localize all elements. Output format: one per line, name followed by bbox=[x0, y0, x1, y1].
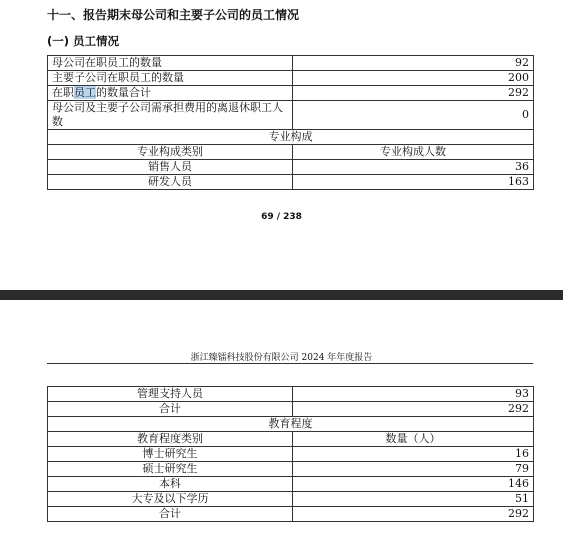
row-value: 51 bbox=[293, 492, 534, 507]
row-label: 主要子公司在职员工的数量 bbox=[48, 71, 293, 86]
table-row bbox=[48, 387, 534, 402]
table-row bbox=[48, 402, 534, 417]
report-header: 浙江臻镭科技股份有限公司 2024 年年度报告 bbox=[190, 353, 373, 363]
education-title: 教育程度 bbox=[48, 417, 534, 432]
row-value: 163 bbox=[293, 175, 534, 190]
table-row bbox=[48, 447, 534, 462]
row-label: 合计 bbox=[48, 507, 293, 522]
row-label: 母公司在职员工的数量 bbox=[48, 56, 293, 71]
composition-title: 专业构成 bbox=[48, 130, 534, 145]
row-value: 92 bbox=[293, 56, 534, 71]
row-label: 合计 bbox=[48, 402, 293, 417]
table-row bbox=[48, 462, 534, 477]
table-row bbox=[48, 477, 534, 492]
column-header: 专业构成类别 bbox=[48, 145, 293, 160]
row-value: 0 bbox=[293, 101, 534, 130]
row-label: 本科 bbox=[48, 477, 293, 492]
row-label: 研发人员 bbox=[48, 175, 293, 190]
row-label: 销售人员 bbox=[48, 160, 293, 175]
header-rule bbox=[47, 363, 533, 364]
table-row bbox=[48, 56, 534, 71]
row-label bbox=[48, 86, 293, 101]
table-row bbox=[48, 492, 534, 507]
column-header: 教育程度类别 bbox=[48, 432, 293, 447]
table-row bbox=[48, 71, 534, 86]
row-value: 36 bbox=[293, 160, 534, 175]
row-value: 292 bbox=[293, 86, 534, 101]
table-row bbox=[48, 86, 534, 101]
row-label: 博士研究生 bbox=[48, 447, 293, 462]
row-value: 292 bbox=[293, 402, 534, 417]
row-value: 292 bbox=[293, 507, 534, 522]
table-row bbox=[48, 160, 534, 175]
row-value: 79 bbox=[293, 462, 534, 477]
table-row bbox=[48, 507, 534, 522]
page-number: 69 / 238 bbox=[261, 212, 302, 222]
column-header: 专业构成人数 bbox=[293, 145, 534, 160]
employee-table bbox=[47, 55, 534, 190]
row-value: 146 bbox=[293, 477, 534, 492]
selected-text[interactable]: 员工 bbox=[74, 86, 96, 99]
table-row bbox=[48, 417, 534, 432]
label-suffix: 的数量合计 bbox=[96, 86, 151, 99]
column-header: 数量（人） bbox=[293, 432, 534, 447]
row-label: 硕士研究生 bbox=[48, 462, 293, 477]
row-label: 大专及以下学历 bbox=[48, 492, 293, 507]
label-prefix: 在职 bbox=[52, 86, 74, 99]
row-label: 母公司及主要子公司需承担费用的离退休职工人数 bbox=[48, 101, 293, 130]
row-value: 200 bbox=[293, 71, 534, 86]
row-value: 16 bbox=[293, 447, 534, 462]
employee-table-continued bbox=[47, 386, 534, 522]
table-header-row bbox=[48, 145, 534, 160]
section-title: 十一、报告期末母公司和主要子公司的员工情况 bbox=[47, 8, 300, 22]
subsection-title: (一) 员工情况 bbox=[47, 34, 120, 48]
row-value: 93 bbox=[293, 387, 534, 402]
row-label: 管理支持人员 bbox=[48, 387, 293, 402]
table-row bbox=[48, 175, 534, 190]
table-row bbox=[48, 101, 534, 130]
table-row bbox=[48, 130, 534, 145]
table-header-row bbox=[48, 432, 534, 447]
page-separator bbox=[0, 290, 563, 300]
